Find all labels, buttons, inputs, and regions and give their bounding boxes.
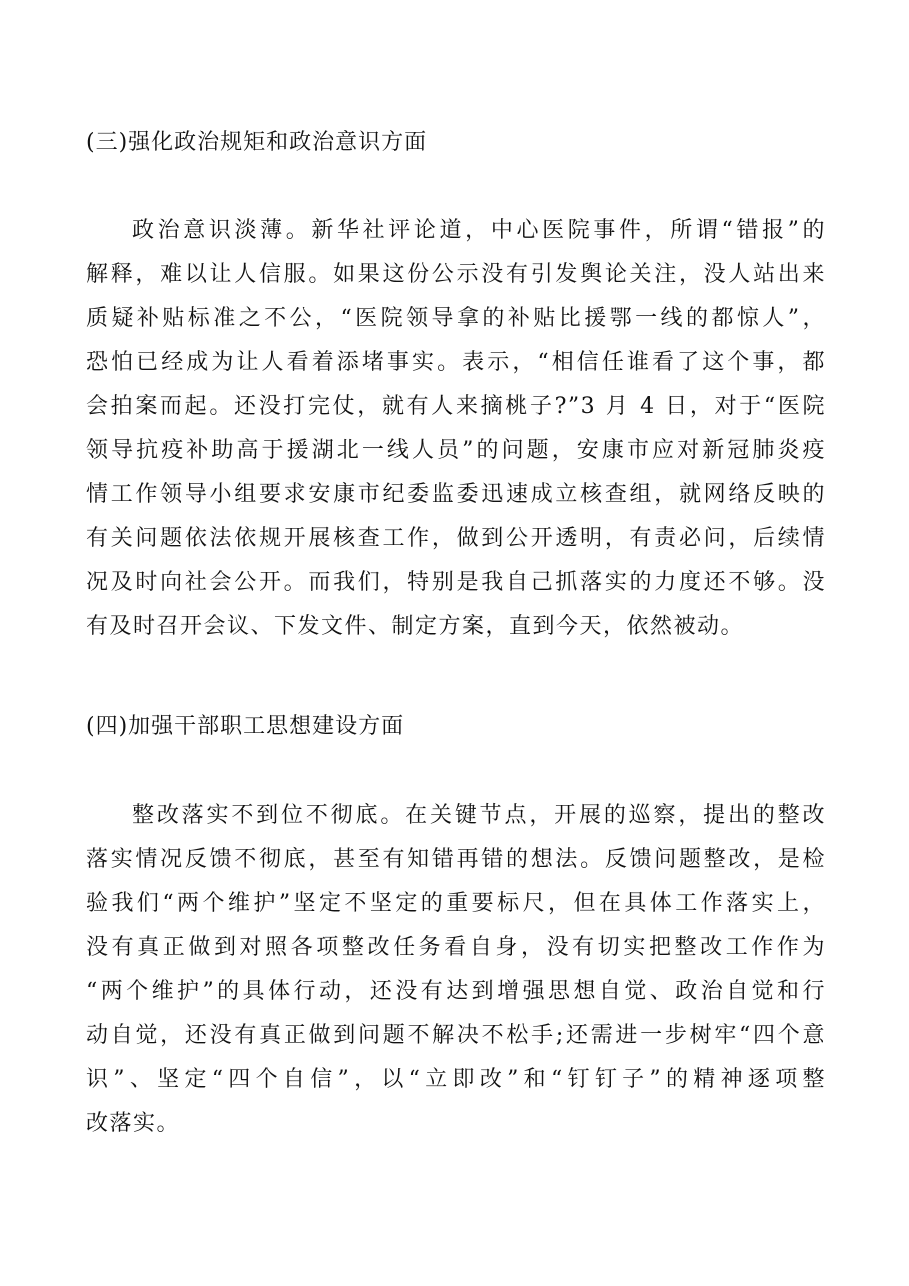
paragraph-line: 解释，难以让人信服。如果这份公示没有引发舆论关注，没人站出来: [86, 262, 826, 287]
paragraph-line: 验我们“两个维护”坚定不坚定的重要标尺，但在具体工作落实上，: [86, 891, 826, 916]
paragraph-line: 有及时召开会议、下发文件、制定方案，直到今天，依然被动。: [86, 614, 745, 639]
section-3-paragraph: [86, 209, 826, 649]
paragraph-line: 领导抗疫补助高于援湖北一线人员”的问题，安康市应对新冠肺炎疫: [86, 438, 826, 463]
section-heading-3: (三)强化政治规矩和政治意识方面: [86, 130, 428, 155]
paragraph-line: 政治意识淡薄。新华社评论道，中心医院事件，所谓“错报”的: [132, 218, 826, 243]
paragraph-line: 有关问题依法依规开展核查工作，做到公开透明，有责必问，后续情: [86, 526, 826, 551]
paragraph-line: 落实情况反馈不彻底，甚至有知错再错的想法。反馈问题整改，是检: [86, 847, 826, 872]
section-heading-4: (四)加强干部职工思想建设方面: [86, 714, 405, 739]
paragraph-line: “两个维护”的具体行动，还没有达到增强思想自觉、政治自觉和行: [86, 979, 826, 1004]
paragraph-line: 质疑补贴标准之不公，“医院领导拿的补贴比援鄂一线的都惊人”，: [86, 306, 826, 331]
paragraph-line: 整改落实不到位不彻底。在关键节点，开展的巡察，提出的整改: [132, 803, 826, 828]
paragraph-line: 况及时向社会公开。而我们，特别是我自己抓落实的力度还不够。没: [86, 570, 826, 595]
paragraph-line: 识”、坚定“四个自信”，以“立即改”和“钉钉子”的精神逐项整: [86, 1067, 826, 1092]
paragraph-line: 情工作领导小组要求安康市纪委监委迅速成立核查组，就网络反映的: [86, 482, 826, 507]
paragraph-line: 动自觉，还没有真正做到问题不解决不松手;还需进一步树牢“四个意: [86, 1023, 826, 1048]
paragraph-line: 没有真正做到对照各项整改任务看自身，没有切实把整改工作作为: [86, 935, 826, 960]
paragraph-line: 改落实。: [86, 1111, 181, 1136]
section-4-paragraph: [86, 794, 826, 1146]
paragraph-line: 会拍案而起。还没打完仗，就有人来摘桃子?”3 月 4 日，对于“医院: [86, 394, 826, 419]
paragraph-line: 恐怕已经成为让人看着添堵事实。表示，“相信任谁看了这个事，都: [86, 350, 826, 375]
